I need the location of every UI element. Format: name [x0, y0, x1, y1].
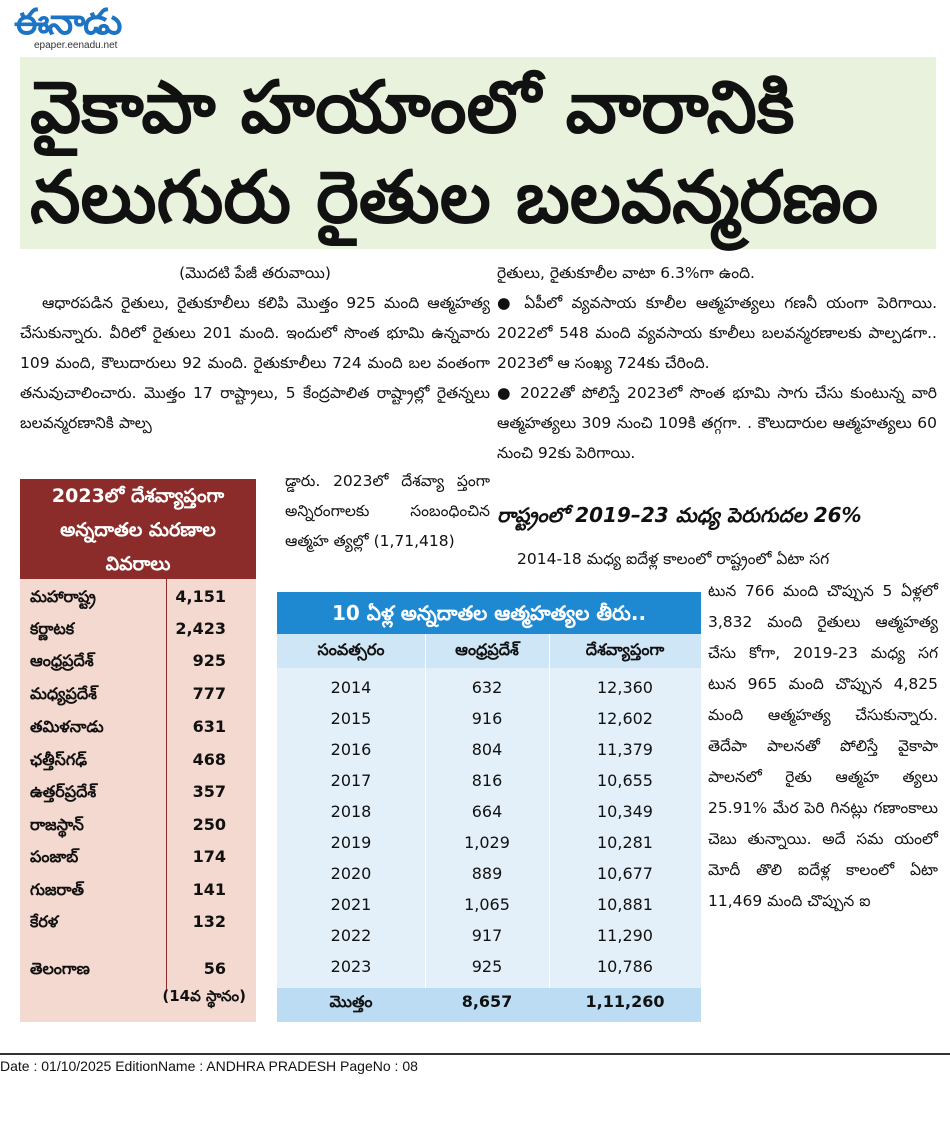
state-name: గుజరాత్ [30, 880, 85, 899]
table-row [20, 778, 256, 808]
article-paragraph: ● 2022తో పోలిస్తే 2023లో సొంత భూమి సాగు చేసు కుంటున్న వారి ఆత్మహత్యలు 309 నుంచి 109కి తగ్గగా. . కౌలుదారుల ఆత్మహత్యలు 60 నుంచి 92కు పెరిగాయి. [497, 384, 937, 462]
state-table-title-line: అన్నదాతల మరణాల [60, 519, 216, 541]
article-column-1-continued: డ్డారు. 2023లో దేశవ్యా ప్తంగా అన్నిరంగాలకు సంబంధించిన ఆత్మహ త్యల్లో (1,71,418) [285, 472, 490, 550]
table-row [20, 713, 256, 743]
column-header-ap: ఆంధ్రప్రదేశ్ [455, 640, 519, 659]
table-row [20, 811, 256, 841]
year-cell: 2016 [330, 740, 372, 759]
ap-cell: 1,065 [464, 895, 510, 914]
india-cell: 10,281 [597, 833, 653, 852]
article-paragraph: టున 766 మంది చొప్పున 5 ఏళ్లలో 3,832 మంది రైతులు ఆత్మహత్య చేసు కోగా, 2019-23 మధ్య సగ టున 965 మంది చొప్పున 4,825 మంది ఆత్మహత్య చేసుకున్నారు. తెదేపా పాలనతో పోలిస్తే వైకాపా పాలనలో రైతు ఆత్మహ త్యలు 25.91% మేర పెరి గినట్లు గణాంకాలు చెబు తున్నాయి. అదే సమ యంలో మోదీ తొలి ఐదేళ్ల కాలంలో ఏటా 11,469 మంది చొప్పున ఐ [708, 582, 938, 910]
state-value: 2,423 [175, 619, 226, 638]
table-row [277, 891, 701, 922]
year-cell: 2019 [330, 833, 372, 852]
headline-line-2: నలుగురు రైతుల బలవన్మరణం [30, 155, 879, 239]
state-value: 925 [192, 651, 226, 670]
year-cell: 2018 [330, 802, 372, 821]
table-row [20, 647, 256, 677]
india-cell: 10,677 [597, 864, 653, 883]
state-value: 631 [192, 717, 226, 736]
state-value: 4,151 [175, 587, 226, 606]
section-subheading: రాష్ట్రంలో 2019–23 మధ్య పెరుగుదల 26% [497, 503, 862, 527]
yearly-suicides-table [277, 592, 701, 1022]
column-header-india: దేశవ్యాప్తంగా [585, 640, 665, 659]
footer-divider [0, 1053, 950, 1055]
table-row [277, 829, 701, 860]
state-name: ఛత్తీస్‌గఢ్ [30, 750, 88, 769]
state-table-title-line: 2023లో దేశవ్యాప్తంగా [51, 485, 225, 507]
table-row [20, 955, 256, 985]
india-cell: 10,349 [597, 802, 653, 821]
ap-cell: 925 [471, 957, 503, 976]
state-name: కేరళ [30, 912, 59, 931]
year-table-title: 10 ఏళ్ల అన్నదాతల ఆత్మహత్యల తీరు.. [277, 592, 701, 634]
ap-cell: 916 [471, 709, 503, 728]
ap-cell: 889 [471, 864, 503, 883]
state-value: 468 [192, 750, 226, 769]
year-cell: 2015 [330, 709, 372, 728]
state-value: 56 [203, 959, 226, 978]
ap-cell: 804 [471, 740, 503, 759]
table-row [277, 798, 701, 829]
state-name: మహారాష్ట్ర [30, 587, 96, 606]
total-label: మొత్తం [329, 992, 373, 1011]
table-row [20, 908, 256, 938]
article-paragraph: ● ఏపీలో వ్యవసాయ కూలీల ఆత్మహత్యలు గణనీ యంగా పెరిగాయి. 2022లో 548 మంది వ్యవసాయ కూలీలు బలవన్మరణాలకు పాల్పడగా.. 2023లో ఆ సంఖ్య 724కు చేరింది. [497, 294, 937, 372]
india-cell: 10,655 [597, 771, 653, 790]
state-name: మధ్యప్రదేశ్ [30, 684, 97, 703]
ap-cell: 917 [471, 926, 503, 945]
ap-cell: 816 [471, 771, 503, 790]
logo-text: ఈనాడు [14, 2, 121, 43]
eenadu-logo [4, 2, 144, 52]
india-cell: 10,881 [597, 895, 653, 914]
state-table-title-line: వివరాలు [105, 553, 171, 575]
state-value: 132 [192, 912, 226, 931]
edition-footer: Date : 01/10/2025 EditionName : ANDHRA PRADESH PageNo : 08 [0, 1058, 418, 1074]
ap-cell: 632 [471, 678, 503, 697]
state-value: 250 [192, 815, 226, 834]
year-cell: 2014 [330, 678, 372, 697]
ap-cell: 1,029 [464, 833, 510, 852]
ap-cell: 664 [471, 802, 503, 821]
state-value: 357 [192, 782, 226, 801]
article-paragraph: ఆధారపడిన రైతులు, రైతుకూలీలు కలిపి మొత్తం 925 మంది ఆత్మహత్య చేసుకున్నారు. వీరిలో రైతులు 201 మంది. ఇందులో సొంత భూమి ఉన్నవారు 109 మంది, కౌలుదారులు 92 మంది. రైతుకూలీలు 724 మంది బల వంతంగా తనువుచాలించారు. మొత్తం 17 రాష్ట్రాలు, 5 కేంద్రపాలిత రాష్ట్రాల్లో రైతన్నలు బలవన్మరణానికి పాల్ప [20, 294, 490, 432]
table-row [20, 583, 256, 613]
table-row [20, 680, 256, 710]
state-name: కర్ణాటక [30, 619, 75, 638]
article-paragraph: 2014-18 మధ్య ఐదేళ్ల కాలంలో రాష్ట్రంలో ఏటా సగ [517, 550, 830, 568]
state-name: పంజాబ్ [30, 847, 79, 866]
total-row [277, 988, 701, 1022]
state-value: 777 [192, 684, 226, 703]
continuation-note: (మొదటి పేజీ తరువాయి) [179, 264, 331, 282]
state-deaths-table [20, 479, 256, 1022]
year-cell: 2023 [330, 957, 372, 976]
table-row [20, 615, 256, 645]
table-row [20, 746, 256, 776]
year-cell: 2017 [330, 771, 372, 790]
total-india: 1,11,260 [585, 992, 665, 1011]
state-name: తమిళనాడు [30, 717, 104, 736]
table-row [277, 674, 701, 705]
table-row [277, 736, 701, 767]
column-header-year: సంవత్సరం [317, 640, 385, 659]
table-row [20, 843, 256, 873]
india-cell: 12,360 [597, 678, 653, 697]
headline-line-1: వైకాపా హయాంలో వారానికి [30, 65, 795, 149]
table-row [277, 922, 701, 953]
table-row [277, 705, 701, 736]
table-row [277, 953, 701, 984]
year-cell: 2021 [330, 895, 372, 914]
logo-site-url: epaper.eenadu.net [34, 40, 118, 51]
article-column-1 [20, 258, 490, 438]
year-cell: 2020 [330, 864, 372, 883]
year-cell: 2022 [330, 926, 372, 945]
state-name: తెలంగాణ [30, 959, 90, 978]
article-column-2 [497, 258, 937, 468]
state-name: ఉత్తర్‌ప్రదేశ్ [30, 782, 97, 801]
india-cell: 12,602 [597, 709, 653, 728]
article-paragraph: రైతులు, రైతుకూలీల వాటా 6.3%గా ఉంది. [497, 264, 755, 282]
state-value: 174 [192, 847, 226, 866]
rank-note: (14వ స్థానం) [162, 987, 246, 1005]
year-table-header [277, 634, 701, 668]
state-table-title [20, 479, 256, 579]
table-row [20, 876, 256, 906]
india-cell: 10,786 [597, 957, 653, 976]
table-row [277, 767, 701, 798]
india-cell: 11,379 [597, 740, 653, 759]
state-name: రాజస్థాన్ [30, 815, 84, 834]
state-name: ఆంధ్రప్రదేశ్ [30, 651, 94, 670]
india-cell: 11,290 [597, 926, 653, 945]
state-value: 141 [192, 880, 226, 899]
total-ap: 8,657 [461, 992, 513, 1011]
table-row [277, 860, 701, 891]
